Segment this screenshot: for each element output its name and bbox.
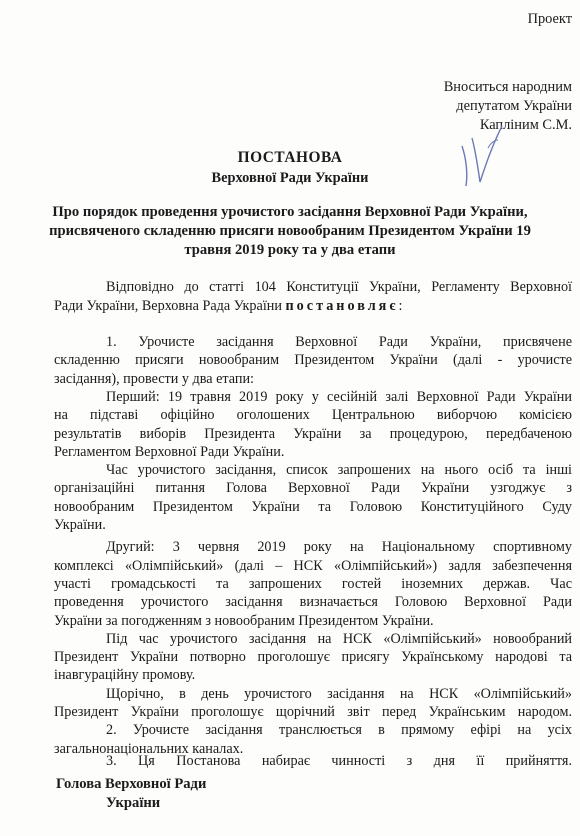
preamble-line-1: Відповідно до статті 104 Конституції України, Регламенту Верховної [106,279,572,295]
signature-title-line-2: України [106,795,161,811]
heading-line-2: присвяченого складенню присяги новообраним Президентом України 19 [49,223,531,239]
body-line: Президент України проголошує щорічний звіт перед Українським народом. [54,704,572,720]
body-line: організаційні питання Голова Верховної Ради України узгоджує з [54,480,572,497]
body-line: результатів виборів Президента України за процедурою, передбаченою [54,425,572,442]
body-line: проведення урочистого засідання визначається Головою Верховної Ради [54,594,572,611]
heading-line-3: травня 2019 року та у два етапи [184,242,396,258]
introduced-by-line-3: Каплiним С.М. [479,117,572,133]
preamble-line-2 [54,297,402,315]
body-line: Перший: 19 травня 2019 року у сесійній залі Верховної Ради України [106,388,572,405]
body-line: інавгураційну промову. [54,667,196,684]
body-line: засідання), провести у два етапи: [54,370,254,387]
body-line: складенню присяги новообраним Президентом України (далі - урочисте [54,352,572,369]
body-line: 1. Урочисте засідання Верховної Ради України, присвячене [106,334,572,350]
introduced-by-line-1: Вноситься народним [443,79,572,95]
body-line: України. [54,517,106,533]
body-line: України за погодженням з новообраним Президентом України. [54,612,434,629]
body-line: 2. Урочисте засідання транслюється в прямому ефірі на усіх [106,722,572,739]
introduced-by-line-2: депутатом України [456,98,572,114]
signature-title-line-1: Голова Верховної Ради [56,776,207,792]
preamble-line-2-text: Ради України, Верховна Рада України [54,298,282,314]
document-type-title: ПОСТАНОВА [237,149,343,166]
body-line: новообраним Президентом України та Головою Конституційного Суду [54,498,572,515]
body-line: Щорічно, в день урочистого засідання на НСК «Олімпійський» [106,685,572,702]
preamble-line-2-colon: : [398,298,403,314]
body-line: 3. Ця Постанова набирає чинності з дня її прийняття. [106,753,572,769]
body-line: Президент України потворно проголошує присягу Українському народові та [54,649,572,666]
body-line: Під час урочистого засідання на НСК «Олімпійський» новообраний [106,630,572,647]
body-line: Регламентом Верховної Ради України. [54,443,285,460]
body-line: Час урочистого засідання, список запрошених на нього осіб та інші [106,462,572,479]
body-line: на підставі офіційно оголошених Центральною виборчою комісією [54,407,572,424]
project-label: Проект [527,11,572,27]
heading-line-1: Про порядок проведення урочистого засідання Верховної Ради України, [52,204,528,220]
body-line: участі громадськості та запрошених гостей іноземних держав. Час [54,575,572,592]
issuing-body-subtitle: Верховної Ради України [211,170,369,186]
decree-word: постановляє [285,298,399,314]
body-line: комплексі «Олімпійський» (далі – НСК «Олімпійський») задля забезпечення [54,557,572,574]
body-line: Другий: 3 червня 2019 року на Національному спортивному [106,539,572,556]
body-line: загальнонаціональних каналах. [54,740,244,757]
